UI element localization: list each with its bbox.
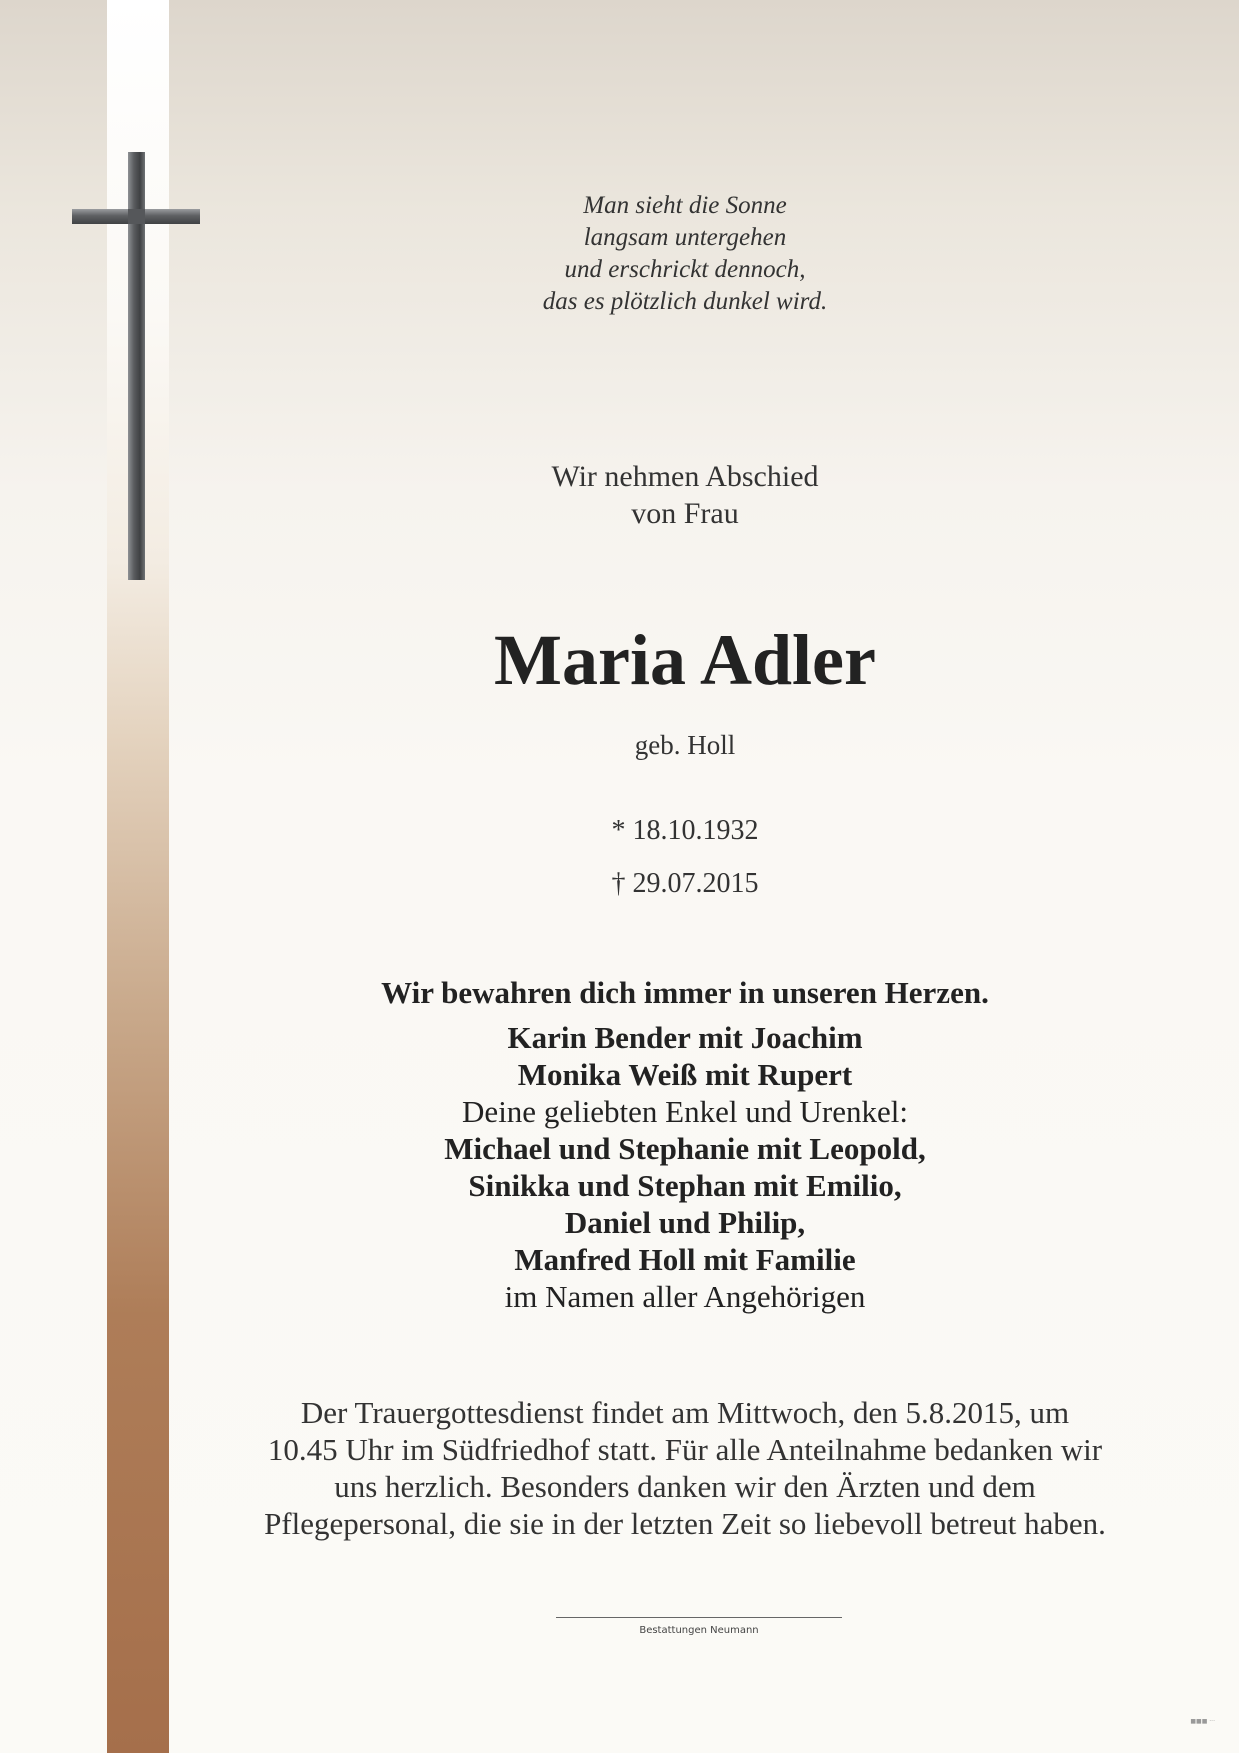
service-line: uns herzlich. Besonders danken wir den Ärzten und dem <box>334 1469 1036 1504</box>
service-announcement <box>220 1394 1150 1542</box>
footer-divider <box>556 1617 842 1618</box>
mourner-line: Manfred Holl mit Familie <box>514 1242 856 1277</box>
service-line: Der Trauergottesdienst findet am Mittwoch, den 5.8.2015, um <box>300 1395 1070 1430</box>
mourner-line: Deine geliebten Enkel und Urenkel: <box>462 1094 908 1129</box>
farewell-intro <box>220 458 1150 532</box>
poem-line: Man sieht die Sonne <box>583 192 787 219</box>
mourner-line: Sinikka und Stephan mit Emilio, <box>468 1168 902 1203</box>
mourner-line: Monika Weiß mit Rupert <box>517 1057 853 1092</box>
poem <box>220 190 1150 318</box>
mourner-line: Karin Bender mit Joachim <box>507 1020 863 1055</box>
mourners-list <box>220 974 1150 1315</box>
birth-date: * 18.10.1932 <box>611 815 759 846</box>
deceased-name: Maria Adler <box>494 620 876 700</box>
motto: Wir bewahren dich immer in unseren Herzen. <box>381 975 989 1010</box>
poem-line: das es plötzlich dunkel wird. <box>542 288 828 315</box>
intro-line: von Frau <box>631 497 739 530</box>
poem-line: und erschrickt dennoch, <box>564 256 806 283</box>
publisher-logo-icon: ■■■ ··· <box>1190 1718 1215 1725</box>
latin-cross-icon <box>70 150 202 582</box>
service-line: 10.45 Uhr im Südfriedhof statt. Für alle Anteilnahme bedanken wir <box>267 1432 1103 1467</box>
undertaker-name: Bestattungen Neumann <box>639 1625 759 1636</box>
service-line: Pflegepersonal, die sie in der letzten Zeit so liebevoll betreut haben. <box>264 1506 1106 1541</box>
poem-line: langsam untergehen <box>583 224 787 251</box>
maiden-name: geb. Holl <box>634 730 736 760</box>
death-date: † 29.07.2015 <box>611 868 759 899</box>
mourner-line: im Namen aller Angehörigen <box>504 1279 866 1314</box>
mourner-line: Michael und Stephanie mit Leopold, <box>444 1131 926 1166</box>
mourner-line: Daniel und Philip, <box>564 1205 806 1240</box>
intro-line: Wir nehmen Abschied <box>551 460 819 493</box>
